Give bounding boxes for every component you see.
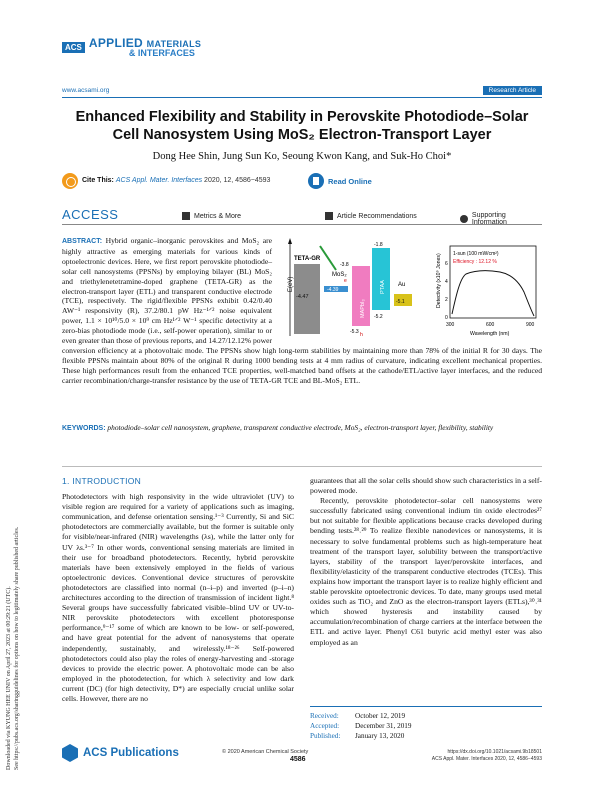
acs-publications-logo[interactable] xyxy=(62,744,179,762)
level-mapbi3-vb: -5.3 xyxy=(350,329,359,335)
intro-heading: 1. INTRODUCTION xyxy=(62,476,142,486)
electron-label: e xyxy=(344,278,347,284)
doi-block xyxy=(432,749,542,763)
citation[interactable] xyxy=(82,177,270,184)
level-mapbi3-cb: -3.8 xyxy=(340,262,349,268)
article-title: Enhanced Flexibility and Stability in Perovskite Photodiode–Solar Cell Nanosystem Using MoS₂ Electron-Transport Layer xyxy=(75,109,529,143)
plot-legend-2: Efficiency : 12.12 % xyxy=(453,259,497,265)
received-label: Received: xyxy=(310,712,339,720)
abstract-text: Hybrid organic–inorganic perovskites and MoS₂ are highly attractive as emerging materials for various kinds of optoelectronic devices. Here, we first report perovskite photodiode–solar cell nanosystems (PPSNs) by employing bilayer (BL) MoS₂ and triethylenetetramine-doped graphene (TETA-GR) as the electron-transport layer (ETL) and transparent conductive electrode (TCE), respectively. The rigid/flexible PPSNs exhibit 0.42/0.40 AW⁻¹ responsivity (R), 37.2/80.1 pW Hz⁻¹ᐟ² noise equivalent power, 1.1 × 10¹⁰/5.0 × 10⁹ cm Hz¹ᐟ² W⁻¹ specific detectivity at a zero-bias photodiode mode (i.e., self-power operation), similar to or even greater than those of previous reports, and 14.27/12.12% power conversion efficiency at a photovoltaic mode. The PPSNs show high long-term stabilities by maintaining more than 78% of the initial R for 30 days. The flexible PPSNs maintain about 80% of the original R during 1000 bending tests at 4 mm radius of curvature, indicating excellent mechanical properties. These high performances result from the enhanced TCE properties, well-matched band offsets at the cathode/ETL/active layer interfaces, and the reduced carrier recombination/charge-transfer resistance by the use of TETA-GR TCE and BL-MoS₂ ETL. xyxy=(62,236,542,385)
abstract-label: ABSTRACT: xyxy=(62,238,103,245)
read-online-icon[interactable] xyxy=(308,173,324,189)
intro-paragraph-2: Recently, perovskite photodetector–solar cell nanosystems were successfully fabricated using conventional indium tin oxide electrodes²⁷ but not suitable for flexible applications because cracks developed during bending tests.²⁸˒²⁹ To realize flexible nanodevices or nanosystems, it is necessary to solve fundamental problems such as high-temperature heat treatment of the transport layer, solubility between the transport/active layers, stability of the transport layer/perovskite interfaces, and flexibility/elasticity of the transparent conductive electrodes (TCEs). This explains how important the transport layer is to realize highly efficient and stable perovskite optoelectronic devices. To date, many groups used metal oxides such as TiO₂ and ZnO as the electron-transport layers (ETLs),³⁰˒³¹ which showed hysteresis and instability caused by accumulation/recombination of charge carriers at the interface between the ETL and active layer. Phenyl C61 butyric acid methyl ester was also employed as an xyxy=(310,496,542,647)
published-label: Published: xyxy=(310,732,341,740)
level-mos2: -4.39 xyxy=(327,287,339,293)
journal-logo xyxy=(62,38,201,57)
hole-label: h xyxy=(360,332,363,338)
article-dates xyxy=(310,706,542,741)
cite-row xyxy=(62,173,542,193)
keywords-label: KEYWORDS: xyxy=(62,425,106,432)
access-label: ACCESS xyxy=(62,207,119,222)
journal-name-interfaces: & INTERFACES xyxy=(128,47,195,58)
intro-paragraph-1: Photodetectors with high responsivity in the wide ultraviolet (UV) to visible region are required for a variety of applications such as imaging, communication, and defense orientation sensing.¹⁻³ Currently, Si and SiC photodetectors are commercially available, but the former is suitable only for visible/near-infrared (NIR) wavelengths (λs), while the latter only for UV λs.³⁻⁷ In other words, conventional sensing materials are limited in their use for broadband photodetectors. Recently, hybrid perovskite materials have been extensively employed in the fields of various optoelectronic devices. Conventional device structures of perovskite photodetectors are classified into normal (n–i–p) and inverted (p–i–n) architectures according to the direction of transmission of incident light.⁸ Several groups have successfully fabricated visible–blind UV or UV-to-NIR perovskite photodetectors with excellent photoresponse performance,⁹⁻¹⁷ some of which are known to be low- or self-powered, and have great potential for the advent of nanosystems that operate independently, sustainably, and wirelessly.¹⁸⁻²⁶ Self-powered photodetectors could also play the roles of energy-harvesting and -storage devices to provide the electric power. A photovoltaic mode can be also employed in the photodetection, for which λ selectivity and low dark current (DC) (for high detectivity, D*) are especially crucial unlike solar cells. However, there are no xyxy=(62,492,294,703)
mapbi3-label: MAPbI₃ xyxy=(360,299,366,318)
divider xyxy=(62,466,542,467)
energy-band-diagram xyxy=(280,236,542,340)
intro-right-column xyxy=(310,476,542,648)
author-list: Dong Hee Shin, Jung Sun Ko, Seoung Kwon Kang, and Suk-Ho Choi* xyxy=(152,151,452,162)
detectivity-plot xyxy=(436,246,536,337)
page-footer xyxy=(62,742,542,772)
received-date: October 12, 2019 xyxy=(355,712,406,720)
published-date: January 13, 2020 xyxy=(355,732,405,740)
recommendations-label: Article Recommendations xyxy=(337,212,417,220)
journal-name-materials: MATERIALS xyxy=(146,39,202,49)
supporting-info-label: Supporting Information xyxy=(471,212,507,226)
download-note-line-1: Downloaded via KYUNG HEE UNIV on April 27, 2023 at 00:29:21 (UTC). xyxy=(6,586,12,770)
acs-logo: ACS xyxy=(62,42,85,53)
ytick-2: 2 xyxy=(445,297,448,303)
cite-icon[interactable] xyxy=(62,173,78,189)
metrics-icon xyxy=(182,212,190,220)
cite-label: Cite This: xyxy=(82,177,114,184)
abstract-figure xyxy=(280,236,542,340)
metrics-label: Metrics & More xyxy=(194,212,242,220)
level-ptaa-homo: -5.2 xyxy=(374,314,383,320)
read-online-link[interactable]: Read Online xyxy=(328,177,372,186)
publisher-name: ACS Publications xyxy=(83,747,179,759)
intro-left-column xyxy=(62,476,294,704)
level-ptaa-lumo: -1.8 xyxy=(374,242,383,248)
cite-journal: ACS Appl. Mater. Interfaces xyxy=(115,177,203,184)
energy-axis-label: E(eV) xyxy=(288,276,294,292)
accepted-date: December 31, 2019 xyxy=(355,722,412,730)
photon-arrow xyxy=(320,246,336,270)
doi-link[interactable]: https://dx.doi.org/10.1021/acsami.9b18501 xyxy=(447,749,542,755)
level-au: -5.1 xyxy=(396,299,405,305)
xtick-600: 600 xyxy=(486,322,495,328)
copyright: © 2020 American Chemical Society xyxy=(222,749,309,755)
plot-legend-1: 1-sun (100 mW/cm²) xyxy=(453,251,499,257)
intro-paragraph-1-cont: guarantees that all the solar cells should show such characteristics in a self-powered mode. xyxy=(310,476,542,496)
mos2-label: MoS₂ xyxy=(332,272,347,278)
abstract xyxy=(62,236,542,386)
keywords xyxy=(62,423,542,434)
ytick-6: 6 xyxy=(445,261,448,267)
header-bar xyxy=(62,86,542,98)
accepted-label: Accepted: xyxy=(310,722,340,730)
journal-name-applied: APPLIED xyxy=(88,36,143,50)
ptaa-bar xyxy=(372,248,390,310)
footer-citation: ACS Appl. Mater. Interfaces 2020, 12, 4586−4593 xyxy=(431,756,542,762)
au-label: Au xyxy=(398,282,406,288)
metrics-link[interactable] xyxy=(182,212,241,220)
level-tetagr: -4.47 xyxy=(296,294,309,300)
access-bar xyxy=(62,207,542,225)
page-number: 4586 xyxy=(290,756,306,763)
ytick-0: 0 xyxy=(445,315,448,321)
xtick-300: 300 xyxy=(446,322,455,328)
tetagr-label: TETA-GR xyxy=(294,256,321,262)
supporting-info-icon xyxy=(460,215,468,223)
cite-details: 2020, 12, 4586−4593 xyxy=(204,177,271,184)
recommendations-link[interactable] xyxy=(325,212,417,220)
plot-ylabel: Detectivity (x10⁹ Jones) xyxy=(436,253,442,308)
ytick-4: 4 xyxy=(445,279,448,285)
document-icon xyxy=(325,212,333,220)
plot-xlabel: Wavelength (nm) xyxy=(470,331,510,337)
supporting-info-link[interactable] xyxy=(460,212,542,226)
ptaa-label: PTAA xyxy=(380,280,386,294)
keywords-text: photodiode–solar cell nanosystem, graphene, transparent conductive electrode, MoS₂, electron-transport layer, flexibility, stability xyxy=(107,423,494,432)
download-sidebar-note xyxy=(2,300,24,770)
download-note-line-2: See https://pubs.acs.org/sharingguidelines for options on how to legitimately share published articles. xyxy=(14,526,20,770)
xtick-900: 900 xyxy=(526,322,535,328)
article-type-badge: Research Article xyxy=(483,86,542,95)
journal-url-link[interactable]: www.acsami.org xyxy=(62,87,110,94)
acs-hexagon-icon xyxy=(62,744,78,762)
